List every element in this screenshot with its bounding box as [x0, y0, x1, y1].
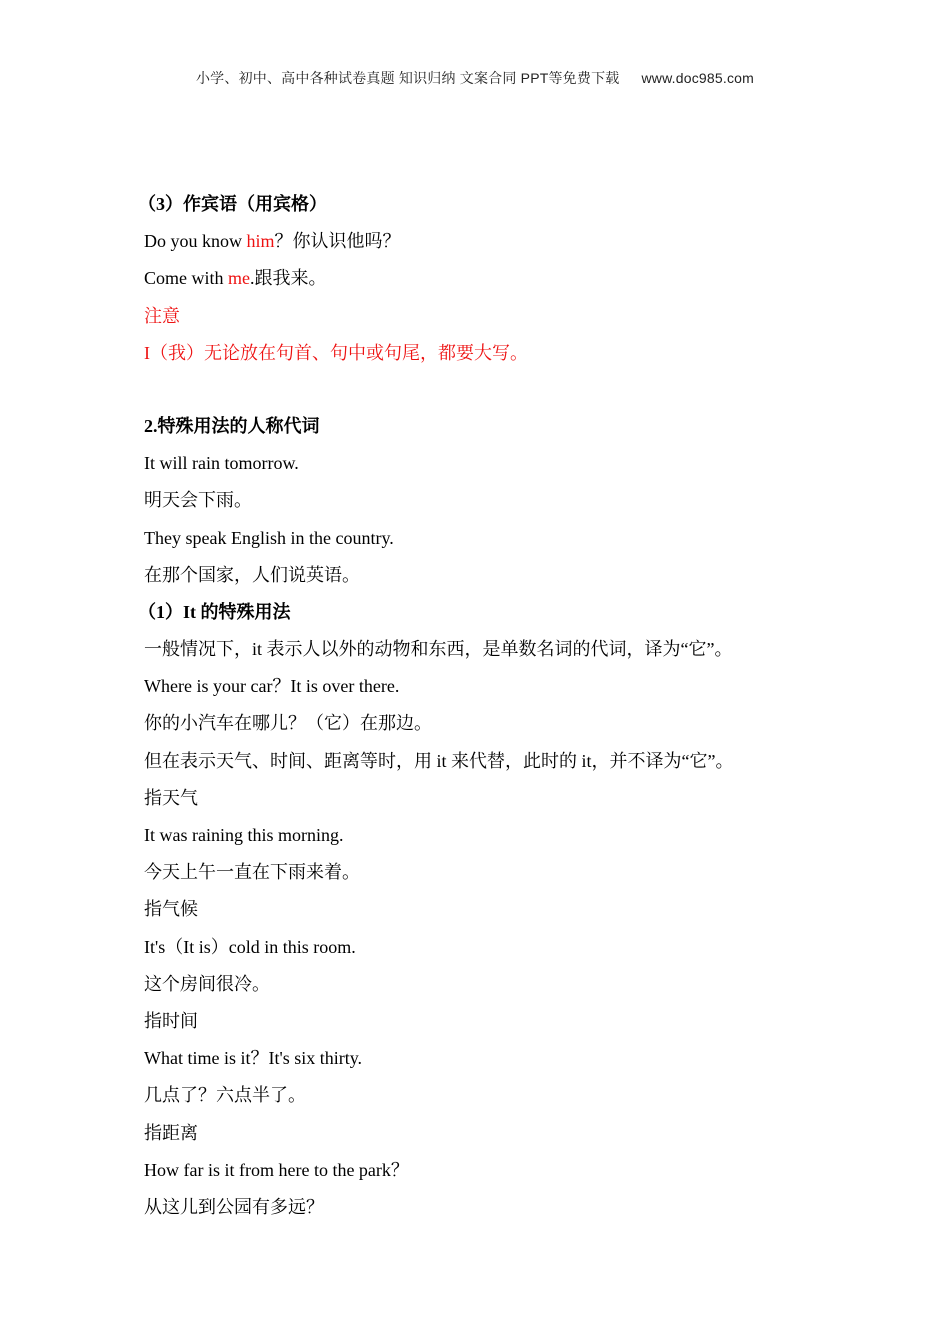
usage-label-distance: 指距离 [144, 1122, 198, 1143]
example-line: Where is your car？It is over there. [144, 676, 400, 697]
page-header [0, 68, 950, 88]
usage-label-weather: 指天气 [144, 787, 198, 808]
usage-label-time: 指时间 [144, 1010, 198, 1031]
example-sentence-me [144, 260, 824, 297]
section-heading-object: （3）作宾语（用宾格） [138, 194, 327, 214]
example-line: 在那个国家，人们说英语。 [144, 564, 360, 585]
explanation-line: 但在表示天气、时间、距离等时，用 it 来代替，此时的 it，并不译为“它”。 [144, 750, 734, 771]
explanation-line: 一般情况下，it 表示人以外的动物和东西，是单数名词的代词，译为“它”。 [144, 639, 733, 660]
example-translation: .跟我来。 [250, 268, 327, 289]
example-line: 从这儿到公园有多远？ [144, 1196, 324, 1217]
subsection-heading-it: （1）It 的特殊用法 [138, 601, 291, 622]
header-text: 小学、初中、高中各种试卷真题 知识归纳 文案合同 PPT等免费下载 [195, 70, 620, 86]
example-line: 你的小汽车在哪儿？（它）在那边。 [144, 713, 432, 734]
note-title: 注意 [144, 305, 180, 326]
example-line: It will rain tomorrow. [144, 453, 299, 474]
highlighted-pronoun: me [228, 268, 250, 289]
example-text: Come with [144, 268, 228, 289]
spacer [144, 372, 824, 408]
example-line: 今天上午一直在下雨来着。 [144, 862, 360, 883]
example-line: They speak English in the country. [144, 527, 394, 548]
example-line: It's（It is）cold in this room. [144, 936, 356, 957]
example-line: How far is it from here to the park？ [144, 1159, 409, 1180]
note-text: I（我）无论放在句首、句中或句尾，都要大写。 [144, 342, 528, 363]
example-line: It was raining this morning. [144, 825, 344, 845]
example-line: 几点了？六点半了。 [144, 1085, 306, 1106]
document-body [138, 186, 824, 1226]
example-text: Do you know [144, 231, 247, 252]
example-line: 这个房间很冷。 [144, 973, 270, 994]
example-line: What time is it？It's six thirty. [144, 1048, 363, 1069]
usage-label-climate: 指气候 [144, 899, 198, 920]
highlighted-pronoun: him [246, 231, 275, 252]
example-line: 明天会下雨。 [144, 490, 252, 511]
header-site-link[interactable]: www.doc985.com [641, 70, 755, 86]
section-heading-special-pronouns: 2.特殊用法的人称代词 [144, 415, 320, 436]
example-translation: ？你认识他吗？ [274, 231, 401, 252]
example-sentence-him [144, 223, 824, 260]
